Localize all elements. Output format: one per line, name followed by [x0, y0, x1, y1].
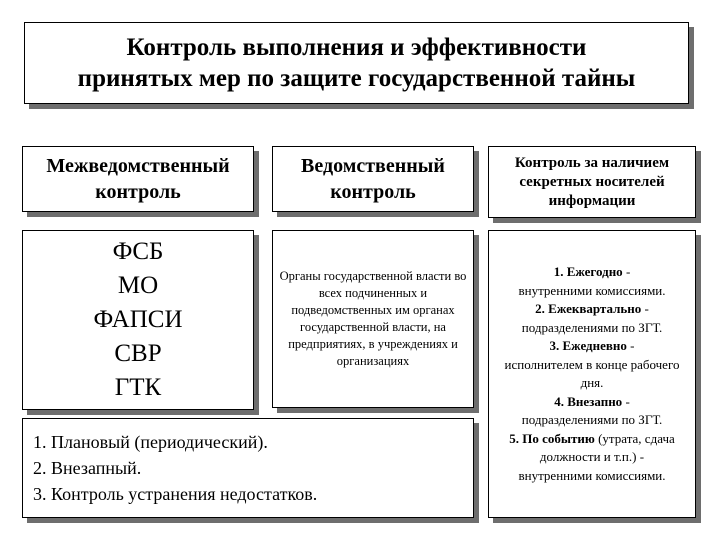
agency-item: СВР: [114, 340, 162, 367]
period-suffix: (утрата, сдача должности и т.п.) -: [539, 430, 675, 464]
secret-media-control-header: [488, 146, 696, 218]
period-suffix: -: [626, 338, 635, 353]
header-text: секретных носителей: [519, 173, 665, 190]
control-type-item: 3. Контроль устранения недостатков.: [33, 484, 318, 504]
interagency-control-header: [22, 146, 254, 212]
period-desc: внутренними комиссиями.: [518, 282, 666, 298]
period-label: 1. Ежегодно: [553, 264, 623, 279]
diagram-title: [24, 22, 689, 104]
agency-item: МО: [117, 272, 159, 299]
period-suffix: -: [641, 301, 649, 316]
period-item-1: [554, 263, 631, 282]
agency-item: ФСБ: [112, 238, 164, 265]
period-item-3: [550, 337, 635, 356]
header-text: Ведомственный: [301, 155, 445, 177]
period-suffix: -: [622, 393, 630, 409]
header-text: Контроль за наличием: [514, 154, 670, 171]
agencies-list: [22, 230, 254, 410]
period-label: 4. Внезапно: [554, 393, 623, 409]
title-line-2: принятых мер по защите государственной тайны: [77, 65, 636, 92]
agency-item: ГТК: [114, 374, 162, 401]
control-type-item: 1. Плановый (периодический).: [33, 432, 268, 452]
title-line-1: Контроль выполнения и эффективности: [126, 34, 587, 61]
header-text: контроль: [95, 181, 181, 203]
control-type-item: 2. Внезапный.: [33, 458, 142, 478]
period-label: 3. Ежедневно: [549, 338, 627, 353]
period-desc: исполнителем в конце рабочего дня.: [504, 356, 680, 390]
header-text: контроль: [330, 181, 416, 203]
government-organs-box: [272, 230, 474, 408]
header-text: информации: [548, 192, 636, 209]
period-desc: подразделениями по ЗГТ.: [521, 412, 663, 427]
departmental-control-header: [272, 146, 474, 212]
organs-text: Органы государственной власти во всех подчиненных и подведомственных им органах государственной власти, на предприятиях, в учреждениях и организациях: [279, 269, 467, 368]
control-periodicity-list: [488, 230, 696, 518]
period-suffix: -: [622, 264, 631, 279]
period-item-5: [493, 430, 691, 467]
agency-item: ФАПСИ: [93, 306, 183, 333]
period-label: 2. Ежеквартально: [535, 301, 642, 316]
period-item-2: [535, 300, 649, 319]
control-types-list: [22, 418, 474, 518]
period-label: 5. По событию: [509, 430, 595, 446]
period-desc: внутренними комиссиями.: [518, 467, 666, 483]
header-text: Межведомственный: [46, 155, 230, 177]
period-item-4: [554, 393, 630, 412]
period-desc: подразделениями по ЗГТ.: [521, 319, 663, 335]
